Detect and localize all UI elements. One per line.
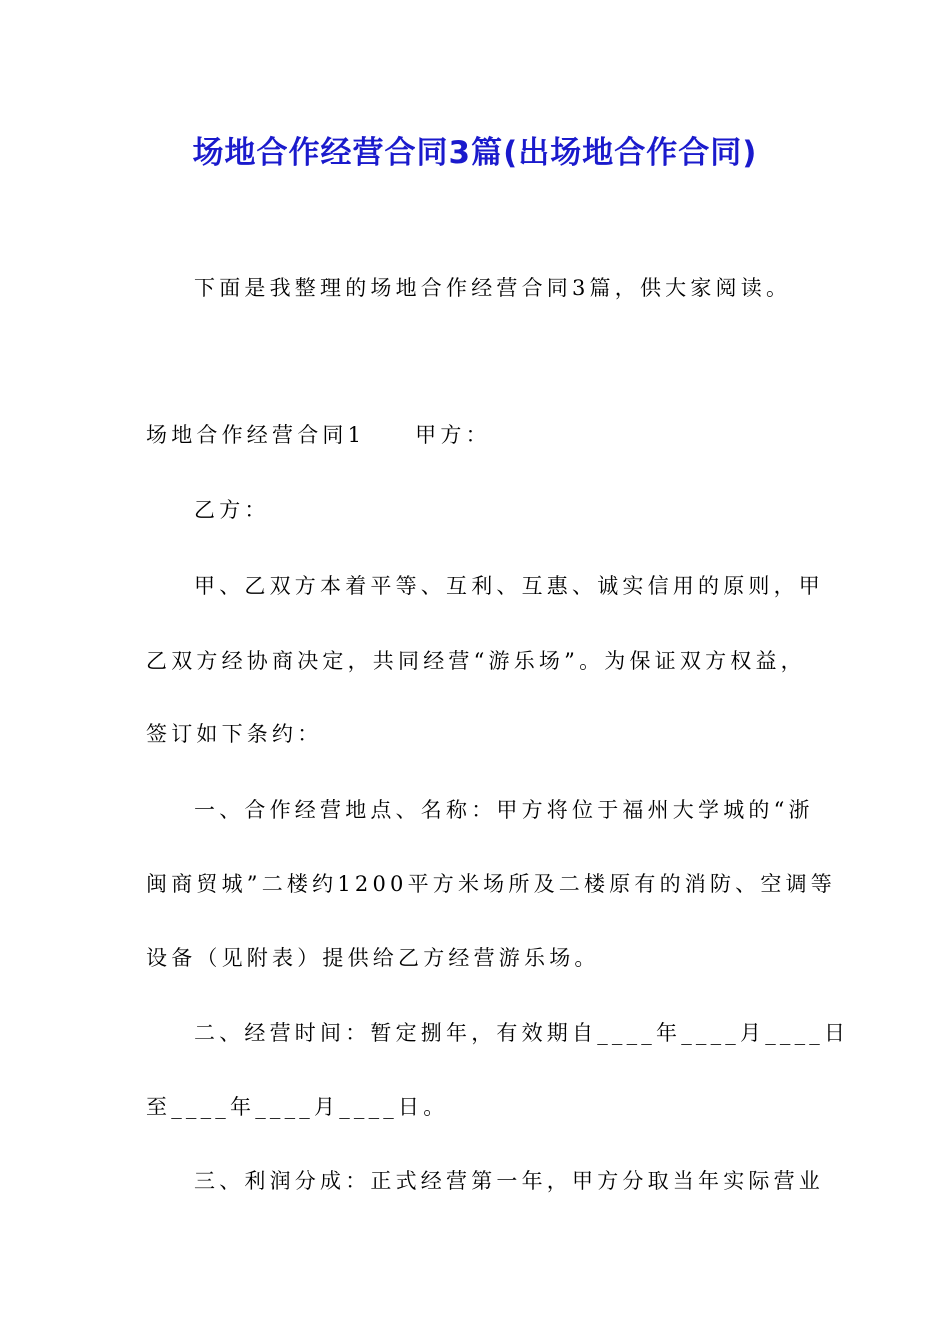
paragraph-2-line-3: 设备（见附表）提供给乙方经营游乐场。 xyxy=(146,946,600,970)
paragraph-3-line-1: 二、经营时间：暂定捌年，有效期自____年____月____日 xyxy=(194,1021,850,1045)
paragraph-2-line-1: 一、合作经营地点、名称：甲方将位于福州大学城的“浙 xyxy=(194,798,814,822)
party-a-label: 甲方： xyxy=(415,423,491,447)
paragraph-3-line-2: 至____年____月____日。 xyxy=(146,1095,449,1119)
paragraph-4-line-1: 三、利润分成：正式经营第一年，甲方分取当年实际营业 xyxy=(194,1169,824,1193)
intro-paragraph: 下面是我整理的场地合作经营合同3篇，供大家阅读。 xyxy=(194,276,792,300)
paragraph-1-line-3: 签订如下条约： xyxy=(146,722,323,746)
paragraph-1-line-1: 甲、乙双方本着平等、互利、互惠、诚实信用的原则，甲 xyxy=(194,574,824,598)
section-heading: 场地合作经营合同1 xyxy=(146,423,366,447)
document-title: 场地合作经营合同3篇(出场地合作合同) xyxy=(192,135,758,171)
paragraph-1-line-2: 乙双方经协商决定，共同经营“游乐场”。为保证双方权益， xyxy=(146,649,806,673)
paragraph-2-line-2: 闽商贸城”二楼约1200平方米场所及二楼原有的消防、空调等 xyxy=(146,872,836,896)
section-heading-line xyxy=(146,415,806,455)
party-b-label: 乙方： xyxy=(194,498,270,522)
